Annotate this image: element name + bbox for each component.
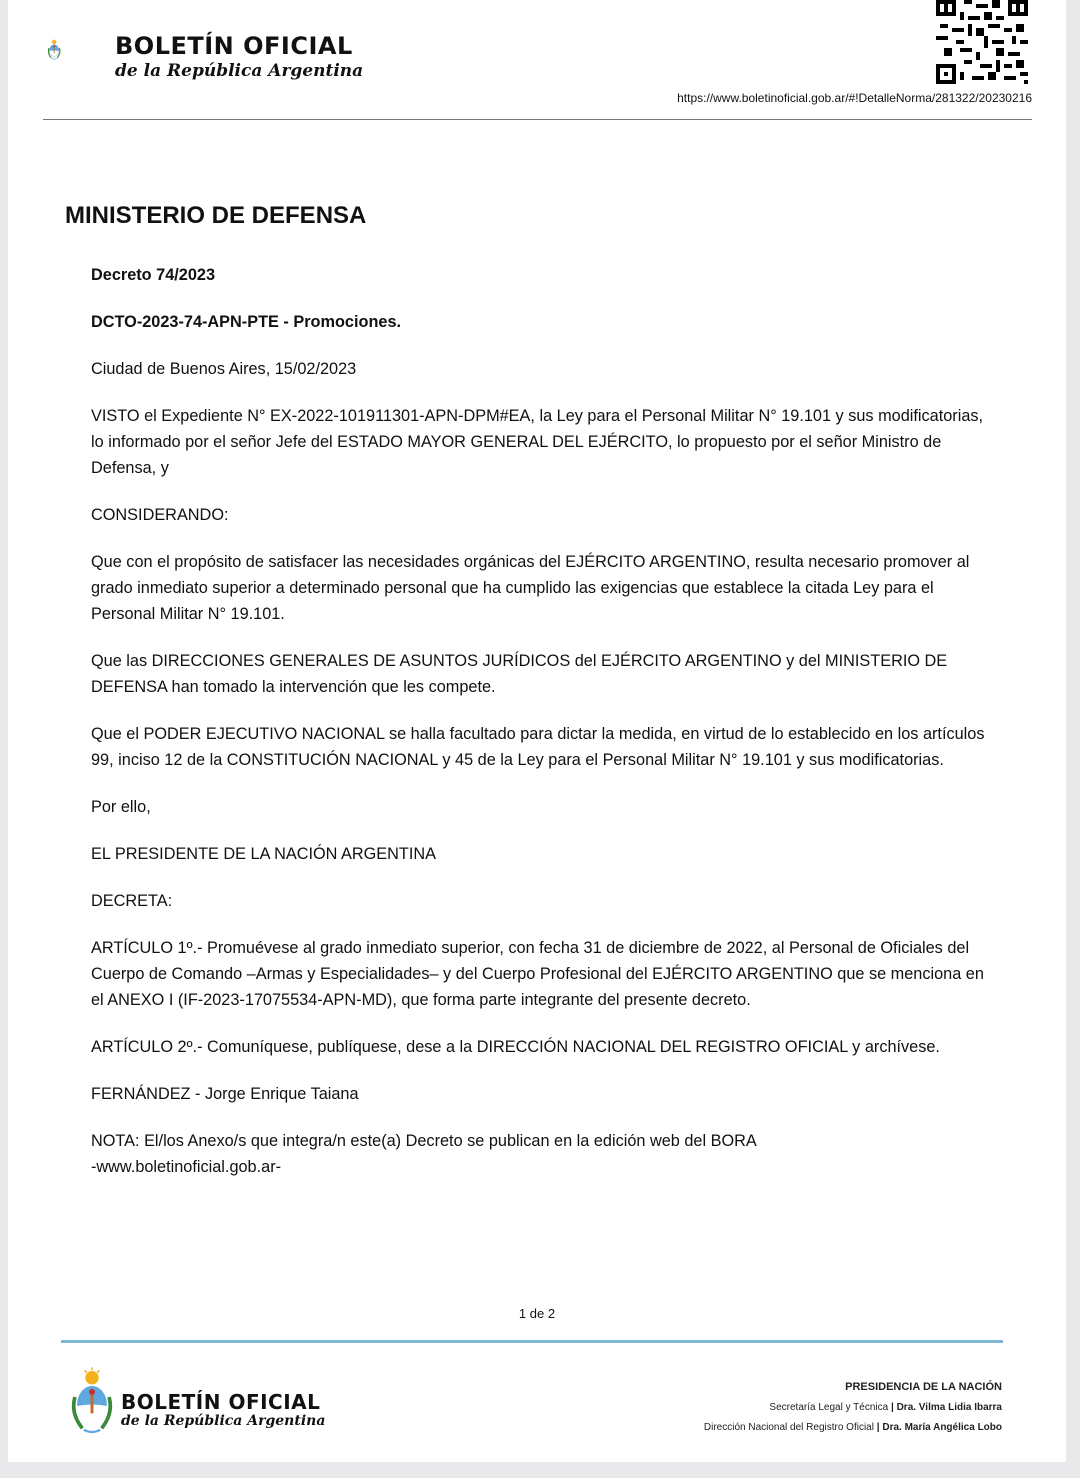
document-url[interactable]: https://www.boletinoficial.gob.ar/#!DetalleNorma/281322/20230216 bbox=[677, 91, 1032, 105]
coat-of-arms-icon bbox=[46, 2, 116, 98]
por-ello: Por ello, bbox=[91, 798, 151, 816]
document-page bbox=[8, 0, 1066, 1462]
footer-credits bbox=[704, 1377, 1002, 1439]
ministry-title: MINISTERIO DE DEFENSA bbox=[65, 202, 367, 229]
secretaria-label: Secretaría Legal y Técnica bbox=[769, 1401, 889, 1413]
place-date: Ciudad de Buenos Aires, 15/02/2023 bbox=[91, 360, 357, 378]
presidency-label: PRESIDENCIA DE LA NACIÓN bbox=[845, 1381, 1002, 1393]
nota bbox=[91, 1128, 991, 1180]
qr-code-icon[interactable] bbox=[936, 0, 1028, 84]
decree-reference: DCTO-2023-74-APN-PTE - Promociones. bbox=[91, 313, 402, 331]
articulo-1: ARTÍCULO 1º.- Promuévese al grado inmediato superior, con fecha 31 de diciembre de 2022, al Personal de Oficiales del Cuerpo de Comando –Armas y Especialidades– y del Cuerpo Profesional del EJÉRCITO ARGENTINO que se menciona en el ANEXO I (IF-2023-17075534-APN-MD), que forma parte integrante del presente decreto. bbox=[91, 939, 984, 1009]
secretaria-line bbox=[704, 1398, 1002, 1419]
coat-of-arms-icon bbox=[66, 1366, 118, 1440]
separator: | bbox=[890, 1401, 894, 1413]
secretaria-name: Dra. Vilma Lidia Ibarra bbox=[896, 1401, 1002, 1413]
decreta-heading: DECRETA: bbox=[91, 892, 173, 910]
articulo-2: ARTÍCULO 2º.- Comuníquese, publíquese, dese a la DIRECCIÓN NACIONAL DEL REGISTRO OFICIAL y archívese. bbox=[91, 1038, 940, 1056]
nota-line-1: NOTA: El/los Anexo/s que integra/n este(a) Decreto se publican en la edición web del BORA bbox=[91, 1132, 757, 1150]
decree-number: Decreto 74/2023 bbox=[91, 266, 216, 284]
footer-brand-subtitle: de la República Argentina bbox=[121, 1413, 326, 1429]
footer-divider bbox=[61, 1340, 1003, 1343]
document-body bbox=[91, 262, 991, 1180]
brand-title: BOLETÍN OFICIAL bbox=[115, 32, 353, 60]
considerando-heading: CONSIDERANDO: bbox=[91, 506, 229, 524]
direccion-label: Dirección Nacional del Registro Oficial bbox=[703, 1422, 874, 1433]
direccion-line bbox=[704, 1418, 1002, 1439]
direccion-name: Dra. María Angélica Lobo bbox=[882, 1422, 1002, 1433]
visto-paragraph: VISTO el Expediente N° EX-2022-101911301-APN-DPM#EA, la Ley para el Personal Militar N° 19.101 y sus modificatorias, lo informado por el señor Jefe del ESTADO MAYOR GENERAL DEL EJÉRCITO, lo propuesto por el señor Ministro de Defensa, y bbox=[91, 407, 984, 477]
considerando-paragraph-2: Que las DIRECCIONES GENERALES DE ASUNTOS JURÍDICOS del EJÉRCITO ARGENTINO y del MINISTERIO DE DEFENSA han tomado la intervención que les compete. bbox=[91, 652, 948, 696]
signatures: FERNÁNDEZ - Jorge Enrique Taiana bbox=[91, 1085, 359, 1103]
footer-brand-title: BOLETÍN OFICIAL bbox=[121, 1390, 321, 1414]
separator: | bbox=[876, 1422, 880, 1433]
page-counter: 1 de 2 bbox=[518, 1306, 556, 1321]
nota-line-2: -www.boletinoficial.gob.ar- bbox=[91, 1158, 282, 1176]
considerando-paragraph-1: Que con el propósito de satisfacer las necesidades orgánicas del EJÉRCITO ARGENTINO, resulta necesario promover al grado inmediato superior a determinado personal que ha cumplido las exigencias que establece la citada Ley para el Personal Militar N° 19.101. bbox=[91, 553, 970, 623]
header-divider bbox=[43, 119, 1032, 120]
president-heading: EL PRESIDENTE DE LA NACIÓN ARGENTINA bbox=[91, 845, 437, 863]
considerando-paragraph-3: Que el PODER EJECUTIVO NACIONAL se halla facultado para dictar la medida, en virtud de lo establecido en los artículos 99, inciso 12 de la CONSTITUCIÓN NACIONAL y 45 de la Ley para el Personal Militar N° 19.101 y sus modificatorias. bbox=[91, 725, 985, 769]
brand-subtitle: de la República Argentina bbox=[115, 61, 364, 81]
